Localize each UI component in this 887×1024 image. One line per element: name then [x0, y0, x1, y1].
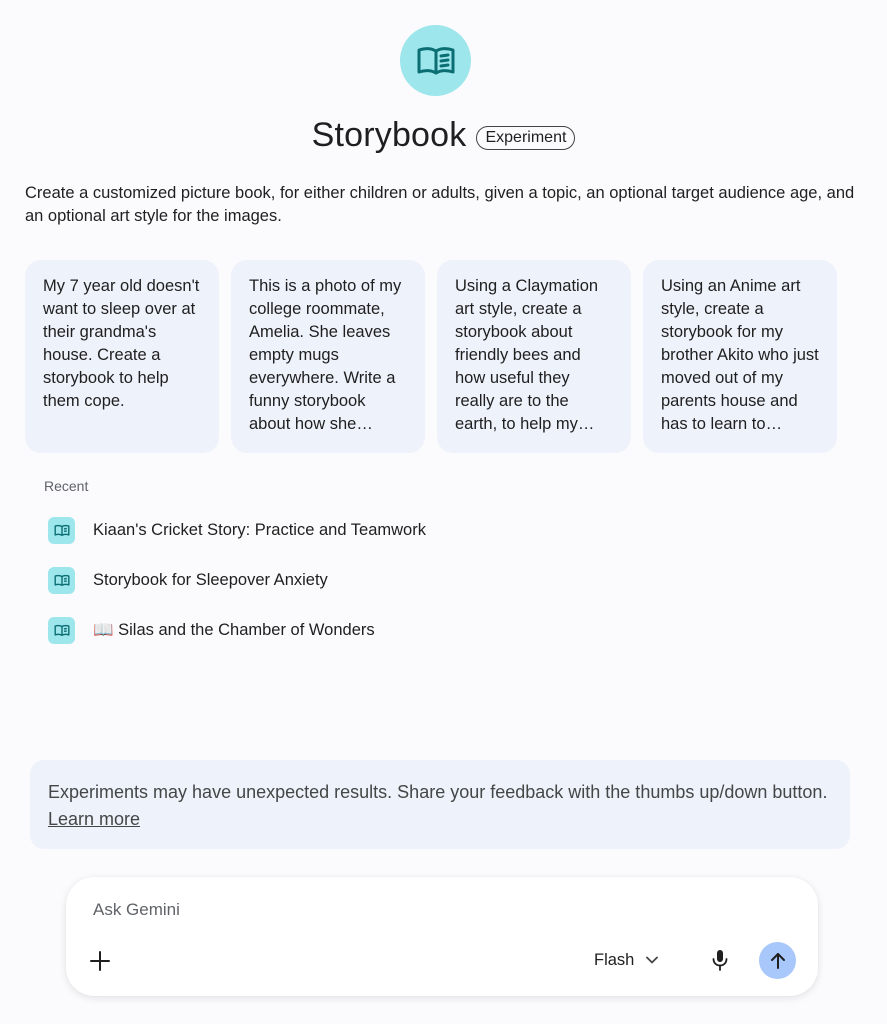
suggestion-card-3[interactable]: [437, 260, 631, 453]
recent-item[interactable]: [48, 567, 548, 593]
prompt-input[interactable]: [93, 895, 773, 925]
suggestion-text: This is a photo of my college roommate, Amelia. She leaves empty mugs everywhere. Write a funny storybook about how she…: [249, 277, 402, 433]
experiment-notice: [30, 760, 850, 849]
title-row: [0, 116, 887, 155]
arrow-up-icon: [769, 952, 787, 970]
page-description: Create a customized picture book, for either children or adults, given a topic, an optional target audience age, and an optional art style for the images.: [25, 184, 855, 225]
book-icon: [48, 517, 75, 544]
suggestion-card-2[interactable]: [231, 260, 425, 453]
learn-more-link[interactable]: Learn more: [48, 809, 141, 829]
suggestion-text: My 7 year old doesn't want to sleep over at their grandma's house. Create a storybook to help them cope.: [43, 277, 200, 410]
send-button[interactable]: [759, 942, 796, 979]
suggestion-card-1[interactable]: [25, 260, 219, 453]
recent-label: Recent: [44, 478, 89, 494]
open-book-icon: [400, 25, 471, 96]
add-attachment-button[interactable]: [86, 947, 114, 975]
suggestion-text: Using a Claymation art style, create a storybook about friendly bees and how useful they really are to the earth, to help my…: [455, 277, 599, 433]
recent-item-title: 📖 Silas and the Chamber of Wonders: [93, 620, 375, 639]
model-label: Flash: [594, 950, 635, 969]
recent-item-title: Storybook for Sleepover Anxiety: [93, 570, 328, 589]
chevron-down-icon: [646, 956, 658, 964]
page-title: Storybook: [311, 116, 467, 154]
model-selector[interactable]: [594, 945, 658, 975]
experiment-badge: Experiment: [476, 126, 575, 150]
book-icon: [48, 617, 75, 644]
recent-item[interactable]: [48, 517, 548, 543]
microphone-button[interactable]: [706, 945, 734, 975]
plus-icon: [90, 951, 110, 971]
recent-list: [48, 517, 548, 667]
suggestion-card-4[interactable]: [643, 260, 837, 453]
notice-text: Experiments may have unexpected results. Share your feedback with the thumbs up/down button.: [48, 782, 828, 802]
recent-item[interactable]: [48, 617, 548, 643]
suggestion-text: Using an Anime art style, create a storybook for my brother Akito who just moved out of my parents house and has to learn to…: [661, 277, 819, 433]
microphone-icon: [712, 949, 728, 971]
book-icon: [48, 567, 75, 594]
recent-item-title: Kiaan's Cricket Story: Practice and Teamwork: [93, 520, 426, 539]
prompt-composer: [66, 877, 818, 996]
suggestion-cards: [25, 260, 837, 453]
